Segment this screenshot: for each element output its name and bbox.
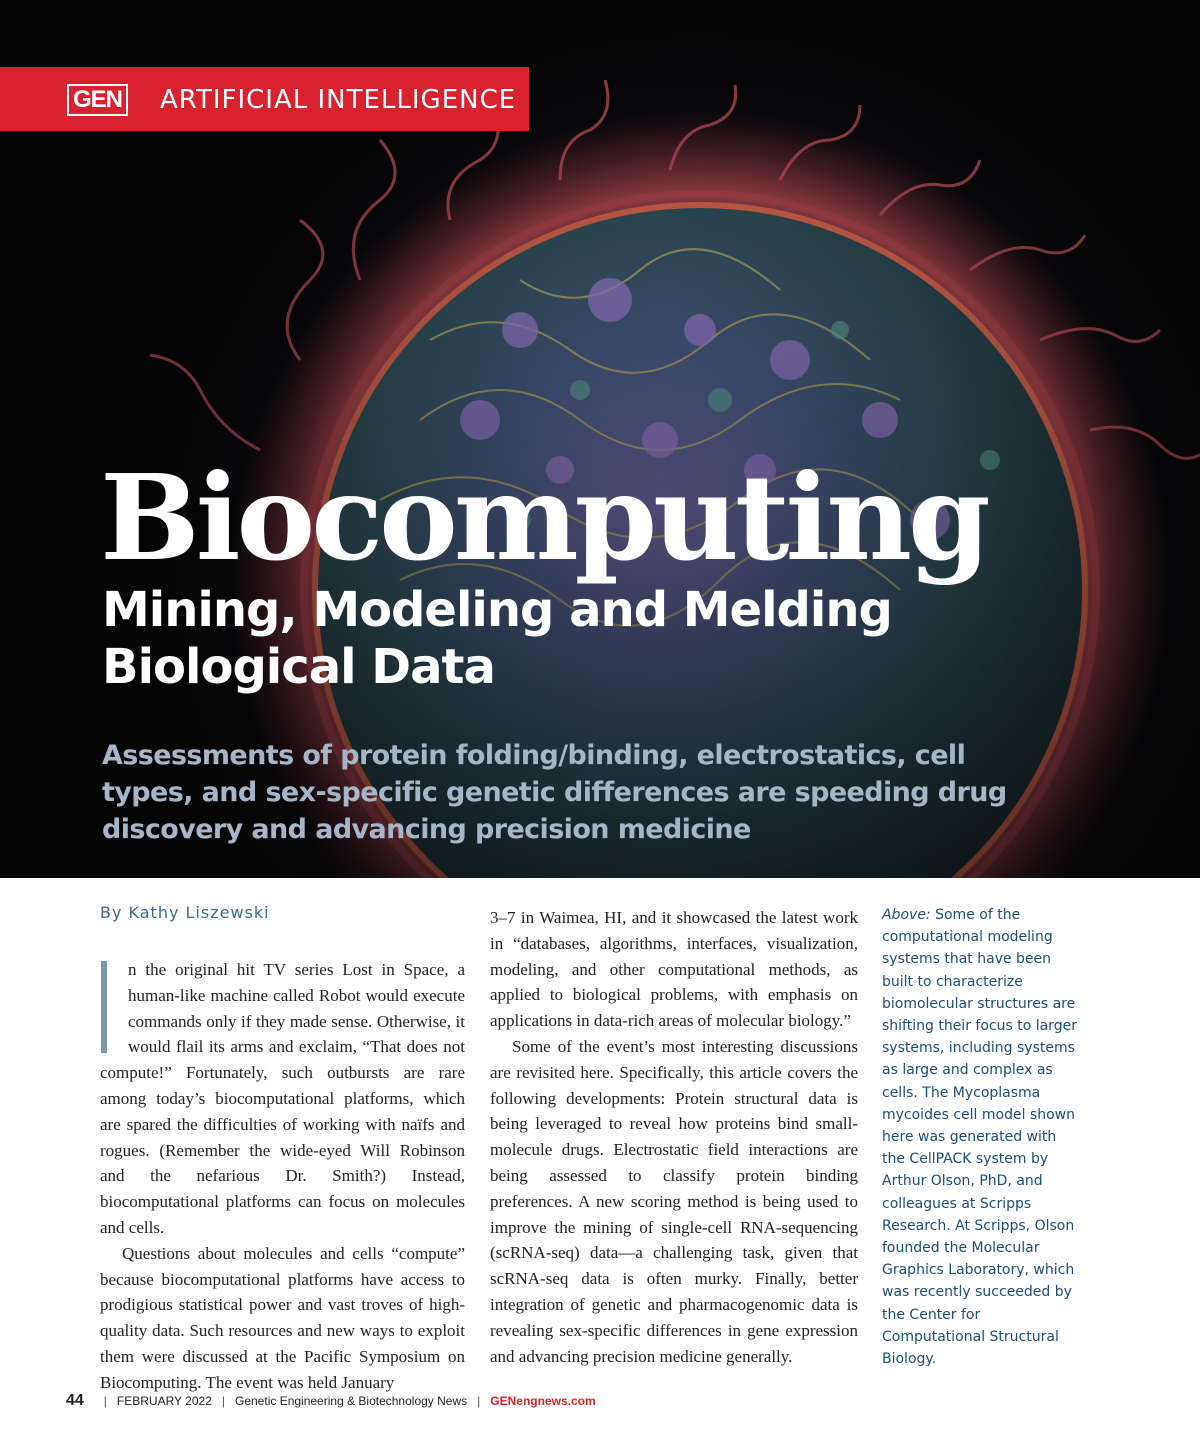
column-2 — [490, 905, 858, 1369]
website-link[interactable]: GENengnews.com — [490, 1394, 596, 1408]
section-label: ARTIFICIAL INTELLIGENCE — [160, 85, 517, 115]
article-title: Biocomputing — [100, 448, 987, 587]
image-caption — [882, 904, 1082, 1370]
dropcap — [100, 961, 122, 1053]
caption-lead: Above: — [882, 907, 931, 923]
footer-separator: | — [103, 1394, 107, 1408]
byline: By Kathy Liszewski — [100, 903, 270, 922]
footer-separator: | — [221, 1394, 225, 1408]
article-subtitle: Mining, Modeling and Melding Biological Data — [102, 582, 892, 695]
dropcap-bar — [101, 961, 107, 1053]
publication-name: Genetic Engineering & Biotechnology News — [235, 1394, 468, 1408]
caption-text: Some of the computational modeling systems that have been built to characterize biomolecular structures are shifting their focus to larger systems, including systems as large and complex as cells. The Mycoplasma mycoides cell model shown here was generated with the CellPACK system by Arthur Olson, PhD, and colleagues at Scripps Research. At Scripps, Olson founded the Molecular Graphics Laboratory, which was recently succeeded by the Center for Computational Structural Biology. — [882, 907, 1077, 1368]
article-dek: Assessments of protein folding/binding, electrostatics, cell types, and sex-specific genetic differences are speeding drug discovery and advancing precision medicine — [102, 740, 1007, 845]
page-number: 44 — [66, 1392, 84, 1409]
paragraph-4: Some of the event’s most interesting discussions are revisited here. Specifically, this article covers the following developments: Protein structural data is being leveraged to reveal how proteins bind small-molecule drugs. Electrostatic field interactions are being assessed to classify protein binding preferences. A new scoring method is being used to improve the mining of single-cell RNA-sequencing (scRNA-seq) data—a challenging task, given that scRNA-seq data is often murky. Finally, better integration of genetic and pharmacogenomic data is revealing sex-specific differences in gene expression and advancing precision medicine generally. — [490, 1036, 858, 1366]
paragraph-1: n the original hit TV series Lost in Space, a human-like machine called Robot would execute commands only if they made sense. Otherwise, it would flail its arms and exclaim, “That does not compute!” Fortunately, such outbursts are rare among today’s biocomputational platforms, which are spared the difficulties of working with naïfs and rogues. (Remember the wide-eyed Will Robinson and the nefarious Dr. Smith?) Instead, biocomputational platforms can focus on molecules and cells. — [100, 960, 465, 1237]
paragraph-2: Questions about molecules and cells “compute” because biocomputational platforms have access to prodigious statistical power and vast troves of high-quality data. Such resources and new ways to exploit them were discussed at the Pacific Symposium on Biocomputing. The event was held January — [100, 1243, 465, 1392]
column-1 — [100, 957, 465, 1396]
footer-separator: | — [477, 1394, 481, 1408]
issue-date: FEBRUARY 2022 — [116, 1394, 212, 1408]
paragraph-3: 3–7 in Waimea, HI, and it showcased the latest work in “databases, algorithms, interfaces, visualization, modeling, and other computational methods, as applied to biological problems, with emphasis on applications in data-rich areas of molecular biology.” — [490, 908, 858, 1031]
page-footer — [66, 1390, 596, 1412]
gen-logo: GEN — [67, 84, 128, 116]
section-banner — [0, 67, 529, 131]
